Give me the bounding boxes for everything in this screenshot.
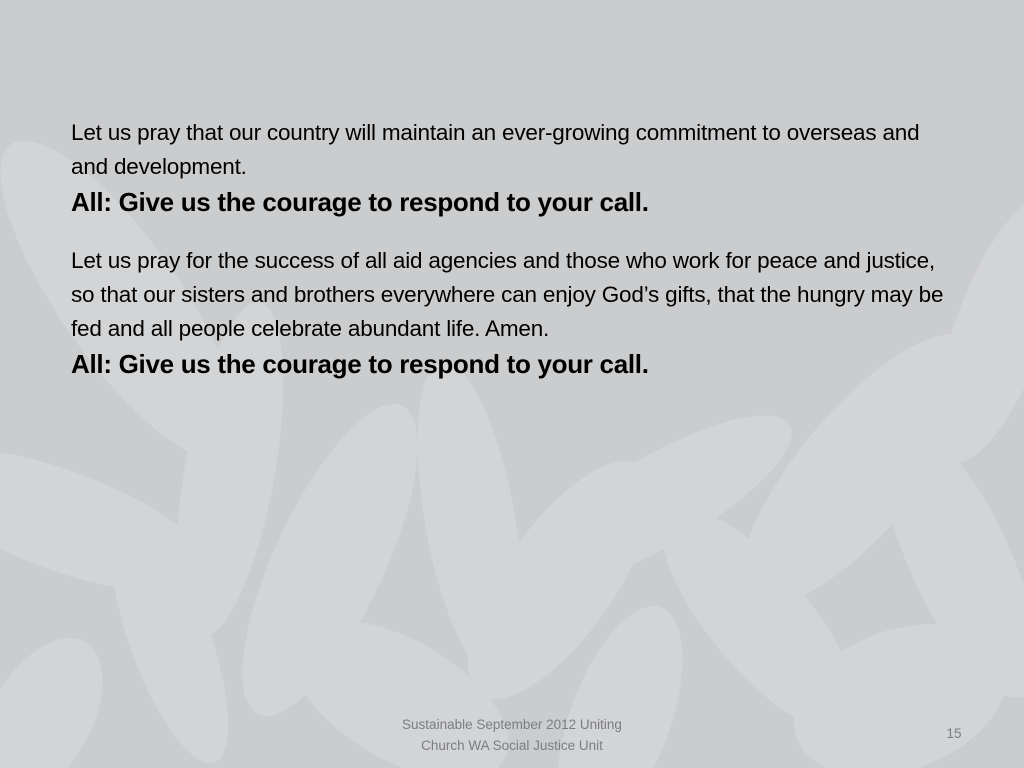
response-text-2: All: Give us the courage to respond to your call. <box>71 349 649 379</box>
footer-line-1: Sustainable September 2012 Uniting <box>402 717 622 732</box>
response-text-1: All: Give us the courage to respond to your call. <box>71 187 649 217</box>
slide-content <box>71 116 951 382</box>
footer-text <box>362 714 662 756</box>
footer-line-2: Church WA Social Justice Unit <box>421 738 603 753</box>
prayer-text-1: Let us pray that our country will maintain an ever-growing commitment to overseas and and development. <box>71 120 920 179</box>
prayer-text-2: Let us pray for the success of all aid agencies and those who work for peace and justice, so that our sisters and brothers everywhere can enjoy God’s gifts, that the hungry may be fed and all people celebrate abundant life. Amen. <box>71 248 944 341</box>
slide-number: 15 <box>946 726 962 741</box>
